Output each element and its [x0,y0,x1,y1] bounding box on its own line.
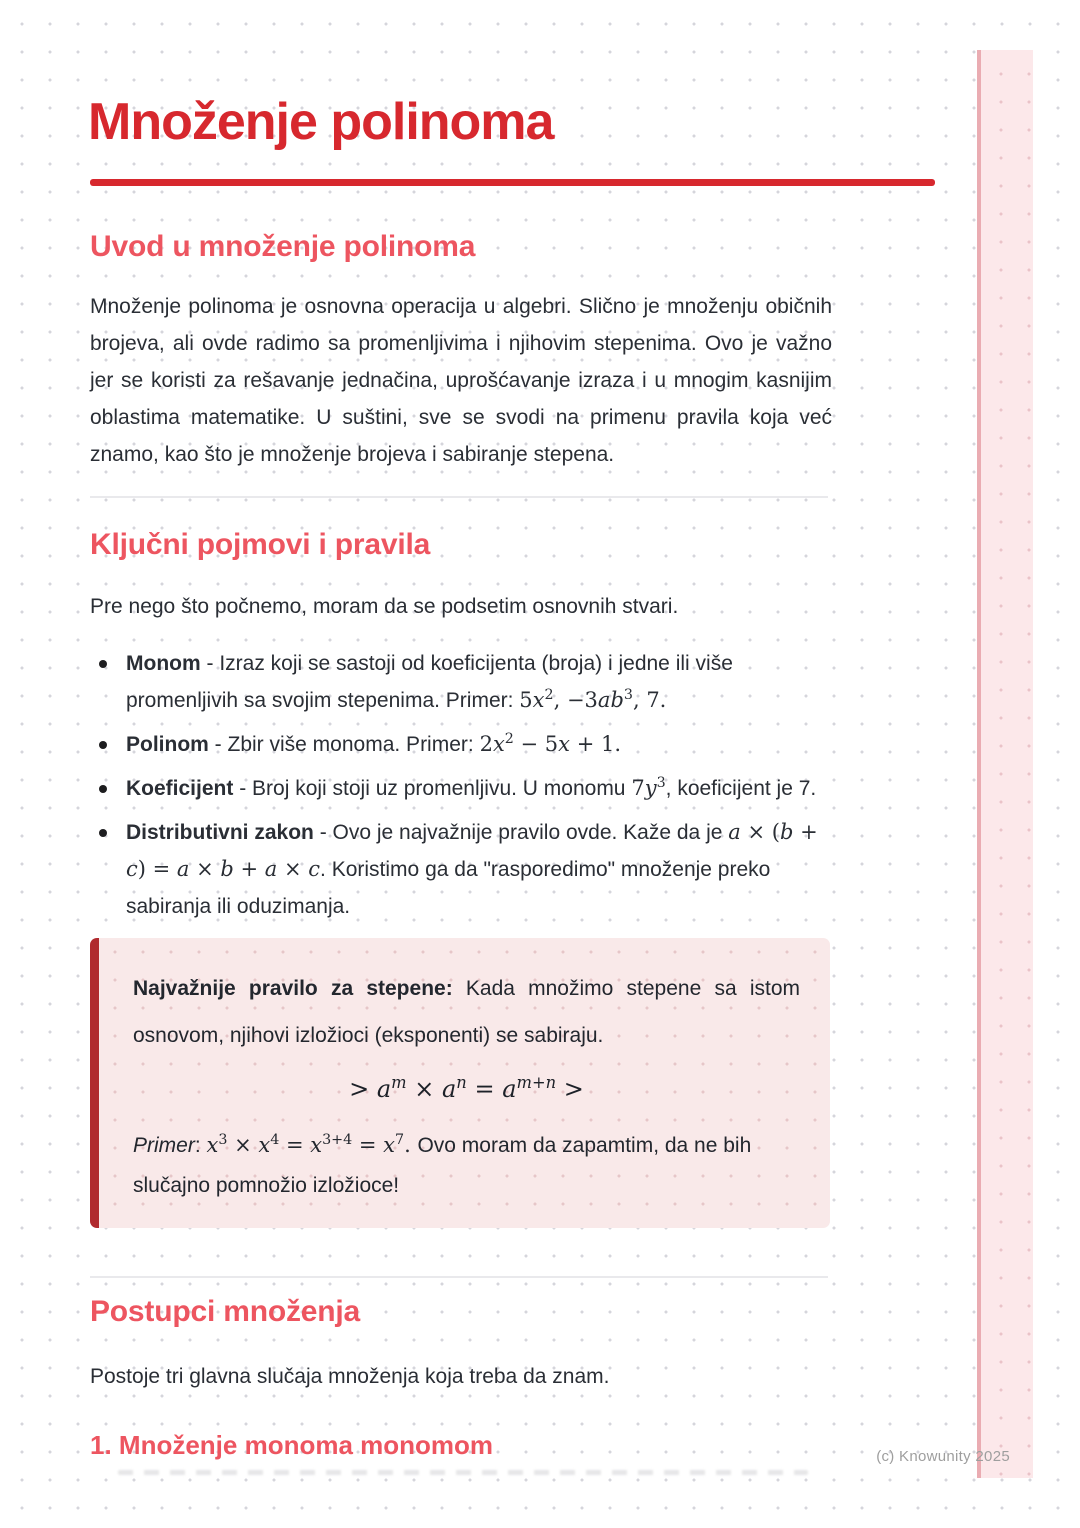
list-item-text: Koeficijent - Broj koji stoji uz promenljivu. U monomu $7y^3$, koeficijent je 7. [126,775,817,800]
section-divider [90,1276,828,1278]
list-item-distributivni-zakon [90,814,835,925]
list-item-text: Monom - Izraz koji se sastoji od koeficijenta (broja) i jedne ili više promenljivih sa svojim stepenima. Primer: $5x^2$, $-3ab^3$, 7. [126,652,733,712]
list-item-polinom [90,726,835,763]
clipped-next-line [118,1470,808,1475]
intro-paragraph: Množenje polinoma je osnovna operacija u algebri. Slično je množenju običnih brojeva, ali ovde radimo sa promenljivima i njihovim stepenima. Ovo je važno jer se koristi za rešavanje jednačina, uprošćavanje izraza i u mnogim kasnijim oblastima matematike. U suštini, sve se svodi na primenu pravila koja već znamo, kao što je množenje brojeva i sabiranje stepena. [90,295,832,466]
section-heading-concepts: Ključni pojmovi i pravila [90,528,431,561]
watermark: (c) Knowunity 2025 [876,1448,1010,1465]
title-underline [90,179,935,186]
bullet-icon [99,829,107,837]
section-heading-procedures: Postupci množenja [90,1295,360,1328]
section-heading-intro: Uvod u množenje polinoma [90,230,476,263]
highlight-callout [90,938,830,1228]
list-item-monom [90,645,835,719]
list-item-text: Polinom - Zbir više monoma. Primer: $2x^2 - 5x + 1$. [126,731,621,756]
list-item-koeficijent [90,770,835,807]
concepts-lead-paragraph: Pre nego što počnemo, moram da se podsetim osnovnih stvari. [90,595,679,618]
power-rule-formula: > $a^m \times a^n = a^{m+n}$ > [349,1073,584,1103]
section-divider [90,496,828,498]
procedures-lead-paragraph: Postoje tri glavna slučaja množenja koja treba da znam. [90,1365,610,1388]
callout-example-paragraph: Primer: $x^3 \times x^4 = x^{3+4} = x^7$. Ovo moram da zapamtim, da ne bih slučajno pomnožio izložioce! [133,1132,752,1197]
bullet-icon [99,785,107,793]
list-item-text: Distributivni zakon - Ovo je najvažnije pravilo ovde. Kaže da je a × (b + c) = a × b + a × c. Koristimo ga da "rasporedimo" množenje preko sabiranja ili oduzimanja. [126,820,818,918]
subsection-heading-monom-monomom: 1. Množenje monoma monomom [90,1430,494,1460]
bullet-icon [99,660,107,668]
callout-intro-paragraph: Najvažnije pravilo za stepene: Kada množimo stepene sa istom osnovom, njihovi izložioci (eksponenti) se sabiraju. [133,977,800,1047]
right-margin-strip [977,50,1033,1478]
concepts-list [90,645,835,932]
bullet-icon [99,741,107,749]
page-title: Množenje polinoma [88,93,554,151]
